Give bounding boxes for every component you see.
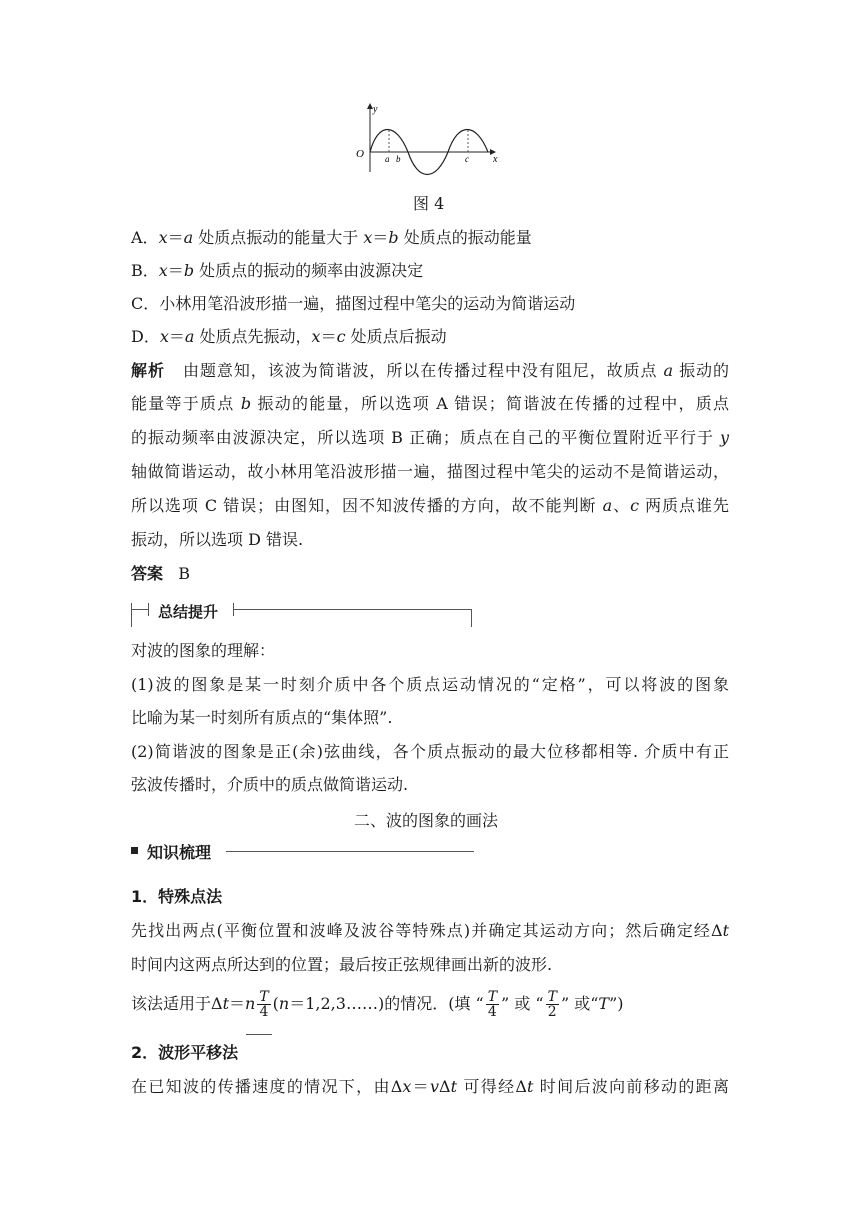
- label-b: b: [396, 154, 401, 164]
- label-a: a: [385, 154, 390, 164]
- method2-title: 2．波形平移法: [131, 1043, 239, 1062]
- analysis-line-6: 振动，所以选项 D 错误.: [131, 530, 304, 549]
- summary-p2-line-2: 弦波传播时，介质中的质点做简谐运动.: [131, 775, 409, 794]
- analysis-line-3: 的振动频率由波源决定，所以选项 B 正确；质点在自己的平衡位置附近平行于 y: [131, 428, 729, 447]
- label-x: x: [493, 154, 498, 165]
- method1-line-2: 时间内这两点所达到的位置；最后按正弦规律画出新的波形.: [131, 955, 553, 974]
- method1-title: 1．特殊点法: [131, 887, 223, 906]
- option-b: B．x＝b 处质点的振动的频率由波源决定: [131, 261, 424, 280]
- option-d: D．x＝a 处质点先振动，x＝c 处质点后振动: [131, 327, 447, 346]
- label-c: c: [465, 154, 469, 164]
- analysis-label: 解析: [131, 361, 165, 380]
- analysis-line-2: 能量等于质点 b 振动的能量，所以选项 A 错误；简谐波在传播的过程中，质点: [131, 394, 729, 413]
- answer-label: 答案: [131, 564, 164, 583]
- option-c: C．小林用笔沿波形描一遍，描图过程中笔尖的运动为简谐运动: [131, 294, 576, 313]
- option-fraction-t-over-2: $\frac{T}{2}$: [547, 989, 557, 1020]
- summary-p1-line-1: (1)波的图象是某一时刻介质中各个质点运动情况的“定格”，可以将波的图象: [131, 675, 729, 694]
- knowledge-title: 知识梳理: [147, 843, 212, 862]
- method1-line-3: 该法适用于Δt＝n $\frac{T}{4}$ (n＝1,2,3……)的情况．(填 “ $\frac{T}{4}$ ” 或 “ $\frac{T}{2}$ ” 或“T”): [131, 989, 624, 1020]
- answer: [131, 564, 190, 584]
- method2-line-1: 在已知波的传播速度的情况下，由Δx＝vΔt 可得经Δt 时间后波向前移动的距离: [131, 1077, 729, 1096]
- option-fraction-t-over-4: $\frac{T}{4}$: [487, 989, 498, 1020]
- summary-box-right-tick: [471, 609, 472, 627]
- label-y: y: [373, 104, 378, 115]
- figure-caption: 图 4: [413, 194, 445, 213]
- summary-intro: 对波的图象的理解：: [131, 641, 276, 660]
- section-title: 二、波的图象的画法: [354, 811, 499, 830]
- summary-box-top-left: [131, 609, 148, 610]
- summary-p1-line-2: 比喻为某一时刻所有质点的“集体照”.: [131, 708, 393, 727]
- option-a: A．x＝a 处质点振动的能量大于 x＝b 处质点的振动能量: [131, 228, 532, 247]
- fraction-t-over-4: $\frac{T}{4}$: [259, 989, 269, 1020]
- knowledge-square-icon: [131, 847, 138, 854]
- summary-box-bar-left: [148, 603, 149, 616]
- knowledge-rule: [226, 851, 474, 852]
- summary-p2-line-1: (2)简谐波的图象是正(余)弦曲线，各个质点振动的最大位移都相等. 介质中有正: [131, 742, 729, 761]
- analysis-line-1: 解析 由题意知，该波为简谐波，所以在传播过程中没有阻尼，故质点 a 振动的: [131, 361, 730, 380]
- analysis-line-5: 所以选项 C 错误；由图知，因不知波传播的方向，故不能判断 a、c 两质点谁先: [131, 496, 729, 515]
- method1-line-1: 先找出两点(平衡位置和波峰及波谷等特殊点)并确定其运动方向；然后确定经Δt: [131, 921, 729, 940]
- summary-box-top-right: [233, 609, 471, 610]
- blank-underline: [246, 1034, 272, 1035]
- label-origin: O: [356, 148, 364, 160]
- wave-figure: [350, 100, 510, 180]
- summary-title: 总结提升: [158, 603, 219, 621]
- summary-box-left-tick: [131, 603, 132, 627]
- answer-value: B: [178, 564, 191, 583]
- analysis-line-4: 轴做简谐运动，故小林用笔沿波形描一遍，描图过程中笔尖的运动不是简谐运动，: [131, 462, 729, 481]
